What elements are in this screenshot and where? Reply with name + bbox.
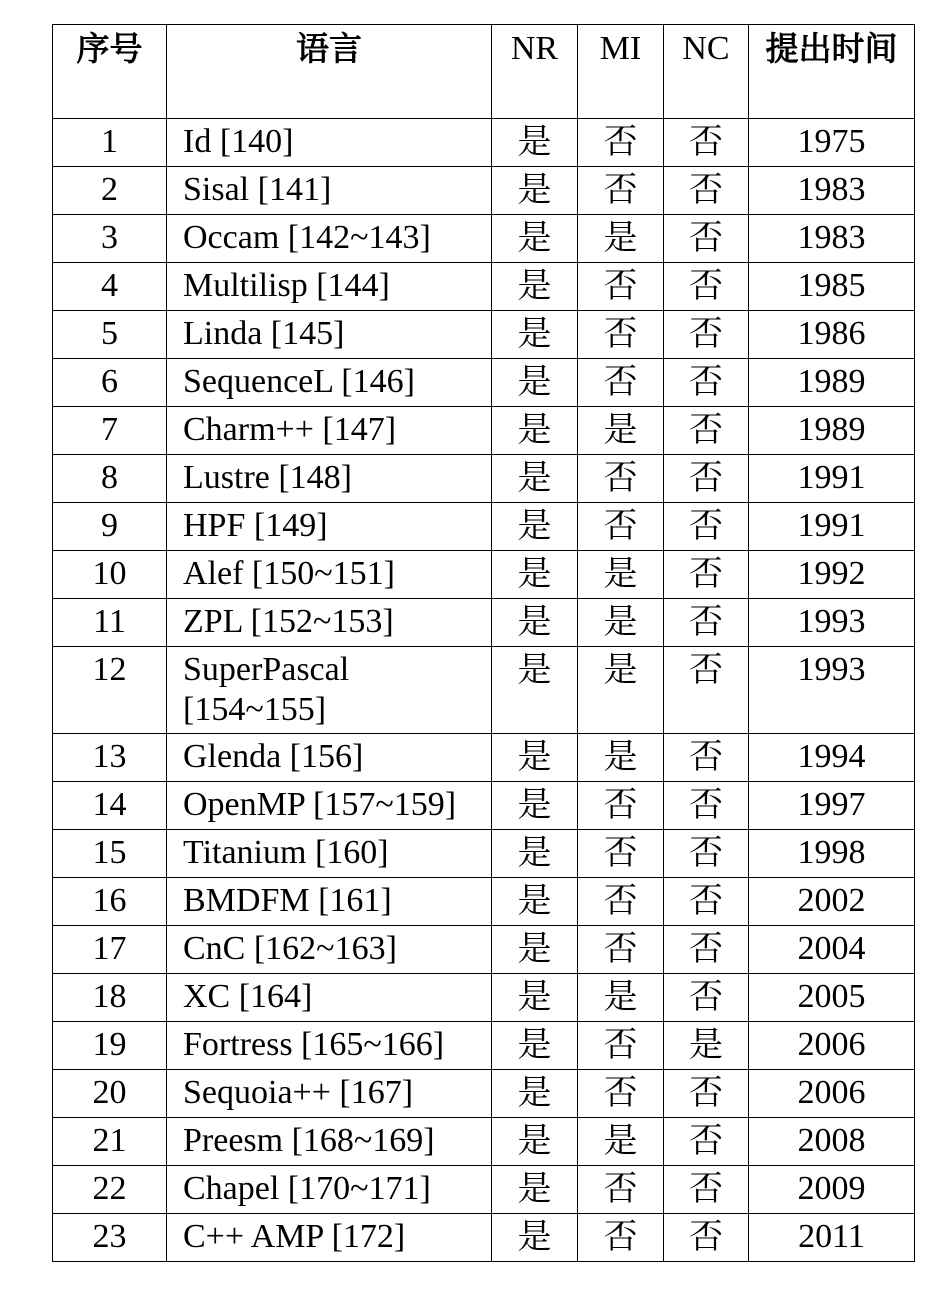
cell-index: 1 — [53, 119, 167, 167]
cell-nc: 否 — [664, 503, 749, 551]
cell-nc: 否 — [664, 1118, 749, 1166]
languages-table — [52, 24, 915, 1262]
cell-nc: 否 — [664, 407, 749, 455]
cell-mi: 否 — [578, 263, 664, 311]
cell-index: 4 — [53, 263, 167, 311]
table-row — [53, 1214, 915, 1262]
cell-nc: 是 — [664, 1022, 749, 1070]
cell-index: 14 — [53, 782, 167, 830]
table-body — [53, 119, 915, 1262]
table-row — [53, 647, 915, 734]
cell-nr: 是 — [492, 359, 578, 407]
cell-index: 3 — [53, 215, 167, 263]
cell-year: 1985 — [749, 263, 915, 311]
cell-nr: 是 — [492, 1214, 578, 1262]
cell-language: CnC [162~163] — [167, 926, 492, 974]
table-row — [53, 119, 915, 167]
cell-nr: 是 — [492, 926, 578, 974]
cell-index: 12 — [53, 647, 167, 734]
cell-nr: 是 — [492, 263, 578, 311]
cell-year: 1983 — [749, 167, 915, 215]
cell-nr: 是 — [492, 734, 578, 782]
cell-language: SuperPascal [154~155] — [167, 647, 492, 734]
cell-language: Preesm [168~169] — [167, 1118, 492, 1166]
cell-language: XC [164] — [167, 974, 492, 1022]
cell-year: 2002 — [749, 878, 915, 926]
cell-year: 1997 — [749, 782, 915, 830]
cell-language: Occam [142~143] — [167, 215, 492, 263]
cell-nc: 否 — [664, 926, 749, 974]
header-mi: MI — [578, 25, 664, 119]
header-nc: NC — [664, 25, 749, 119]
table-row — [53, 1022, 915, 1070]
cell-index: 7 — [53, 407, 167, 455]
table-row — [53, 599, 915, 647]
cell-index: 22 — [53, 1166, 167, 1214]
table-row — [53, 878, 915, 926]
cell-nr: 是 — [492, 455, 578, 503]
table-row — [53, 407, 915, 455]
table-row — [53, 215, 915, 263]
cell-mi: 是 — [578, 599, 664, 647]
cell-nc: 否 — [664, 215, 749, 263]
cell-index: 16 — [53, 878, 167, 926]
cell-nc: 否 — [664, 647, 749, 734]
cell-year: 2009 — [749, 1166, 915, 1214]
table-row — [53, 1166, 915, 1214]
cell-nr: 是 — [492, 311, 578, 359]
cell-nc: 否 — [664, 263, 749, 311]
table-row — [53, 974, 915, 1022]
cell-nr: 是 — [492, 551, 578, 599]
cell-year: 1993 — [749, 599, 915, 647]
cell-year: 1992 — [749, 551, 915, 599]
cell-nc: 否 — [664, 455, 749, 503]
cell-nr: 是 — [492, 878, 578, 926]
cell-nc: 否 — [664, 599, 749, 647]
cell-nr: 是 — [492, 599, 578, 647]
table-row — [53, 1118, 915, 1166]
cell-mi: 是 — [578, 407, 664, 455]
cell-index: 15 — [53, 830, 167, 878]
header-nr: NR — [492, 25, 578, 119]
cell-nr: 是 — [492, 407, 578, 455]
cell-mi: 否 — [578, 311, 664, 359]
cell-mi: 否 — [578, 1070, 664, 1118]
cell-nc: 否 — [664, 1166, 749, 1214]
table-row — [53, 167, 915, 215]
cell-year: 1991 — [749, 503, 915, 551]
table-row — [53, 1070, 915, 1118]
cell-nr: 是 — [492, 1070, 578, 1118]
cell-mi: 是 — [578, 215, 664, 263]
header-index: 序号 — [53, 25, 167, 119]
cell-nr: 是 — [492, 647, 578, 734]
cell-year: 1994 — [749, 734, 915, 782]
cell-index: 10 — [53, 551, 167, 599]
cell-index: 18 — [53, 974, 167, 1022]
cell-nr: 是 — [492, 974, 578, 1022]
cell-index: 21 — [53, 1118, 167, 1166]
cell-mi: 否 — [578, 167, 664, 215]
cell-nc: 否 — [664, 974, 749, 1022]
cell-nc: 否 — [664, 1214, 749, 1262]
table-header-row — [53, 25, 915, 119]
cell-index: 17 — [53, 926, 167, 974]
cell-mi: 是 — [578, 647, 664, 734]
cell-nc: 否 — [664, 119, 749, 167]
cell-nr: 是 — [492, 119, 578, 167]
cell-index: 2 — [53, 167, 167, 215]
table-row — [53, 455, 915, 503]
cell-nr: 是 — [492, 503, 578, 551]
cell-language: Titanium [160] — [167, 830, 492, 878]
cell-language: C++ AMP [172] — [167, 1214, 492, 1262]
cell-index: 8 — [53, 455, 167, 503]
cell-mi: 否 — [578, 878, 664, 926]
cell-index: 20 — [53, 1070, 167, 1118]
cell-year: 2008 — [749, 1118, 915, 1166]
table-row — [53, 263, 915, 311]
cell-language: Linda [145] — [167, 311, 492, 359]
cell-language: BMDFM [161] — [167, 878, 492, 926]
cell-language: SequenceL [146] — [167, 359, 492, 407]
cell-nc: 否 — [664, 782, 749, 830]
cell-mi: 否 — [578, 782, 664, 830]
cell-language: Id [140] — [167, 119, 492, 167]
cell-mi: 否 — [578, 926, 664, 974]
cell-mi: 是 — [578, 551, 664, 599]
table-row — [53, 734, 915, 782]
cell-year: 2011 — [749, 1214, 915, 1262]
cell-index: 13 — [53, 734, 167, 782]
cell-year: 2004 — [749, 926, 915, 974]
cell-year: 2005 — [749, 974, 915, 1022]
cell-mi: 是 — [578, 974, 664, 1022]
cell-index: 11 — [53, 599, 167, 647]
cell-language: OpenMP [157~159] — [167, 782, 492, 830]
cell-mi: 否 — [578, 503, 664, 551]
cell-year: 2006 — [749, 1070, 915, 1118]
cell-language: Charm++ [147] — [167, 407, 492, 455]
cell-mi: 否 — [578, 359, 664, 407]
cell-language: Alef [150~151] — [167, 551, 492, 599]
cell-nr: 是 — [492, 167, 578, 215]
cell-year: 1991 — [749, 455, 915, 503]
cell-mi: 是 — [578, 1118, 664, 1166]
cell-year: 1998 — [749, 830, 915, 878]
header-year: 提出时间 — [749, 25, 915, 119]
cell-year: 1983 — [749, 215, 915, 263]
cell-year: 2006 — [749, 1022, 915, 1070]
cell-nr: 是 — [492, 215, 578, 263]
cell-year: 1989 — [749, 359, 915, 407]
cell-mi: 否 — [578, 1022, 664, 1070]
header-language: 语言 — [167, 25, 492, 119]
cell-mi: 是 — [578, 734, 664, 782]
cell-nc: 否 — [664, 830, 749, 878]
cell-nc: 否 — [664, 359, 749, 407]
cell-language: Multilisp [144] — [167, 263, 492, 311]
cell-language: Lustre [148] — [167, 455, 492, 503]
cell-nr: 是 — [492, 1022, 578, 1070]
cell-nr: 是 — [492, 1166, 578, 1214]
cell-language: HPF [149] — [167, 503, 492, 551]
cell-nc: 否 — [664, 551, 749, 599]
cell-language: Fortress [165~166] — [167, 1022, 492, 1070]
table-row — [53, 551, 915, 599]
cell-index: 9 — [53, 503, 167, 551]
cell-nc: 否 — [664, 1070, 749, 1118]
table-row — [53, 782, 915, 830]
table-row — [53, 359, 915, 407]
cell-year: 1986 — [749, 311, 915, 359]
table-row — [53, 503, 915, 551]
cell-year: 1989 — [749, 407, 915, 455]
cell-year: 1993 — [749, 647, 915, 734]
cell-mi: 否 — [578, 119, 664, 167]
cell-language: Glenda [156] — [167, 734, 492, 782]
cell-language: Sisal [141] — [167, 167, 492, 215]
cell-index: 6 — [53, 359, 167, 407]
cell-language: Sequoia++ [167] — [167, 1070, 492, 1118]
cell-nc: 否 — [664, 878, 749, 926]
cell-nr: 是 — [492, 1118, 578, 1166]
cell-index: 23 — [53, 1214, 167, 1262]
cell-index: 5 — [53, 311, 167, 359]
cell-year: 1975 — [749, 119, 915, 167]
cell-language: ZPL [152~153] — [167, 599, 492, 647]
cell-mi: 否 — [578, 830, 664, 878]
cell-language: Chapel [170~171] — [167, 1166, 492, 1214]
table-row — [53, 311, 915, 359]
table-row — [53, 830, 915, 878]
cell-mi: 否 — [578, 1214, 664, 1262]
table-row — [53, 926, 915, 974]
cell-nr: 是 — [492, 782, 578, 830]
cell-index: 19 — [53, 1022, 167, 1070]
cell-mi: 否 — [578, 455, 664, 503]
cell-mi: 否 — [578, 1166, 664, 1214]
cell-nr: 是 — [492, 830, 578, 878]
cell-nc: 否 — [664, 311, 749, 359]
cell-nc: 否 — [664, 167, 749, 215]
cell-nc: 否 — [664, 734, 749, 782]
